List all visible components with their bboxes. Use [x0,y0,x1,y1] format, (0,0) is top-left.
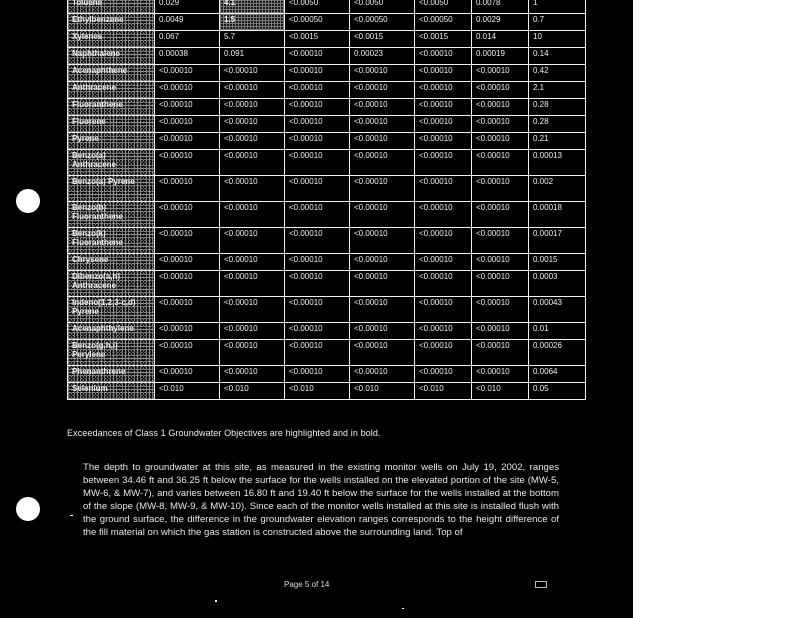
binder-hole [16,497,40,521]
value-cell: <0.00010 [472,323,529,340]
objective-cell: 0.21 [529,133,586,150]
value-cell: 0.067 [155,31,220,48]
objective-cell: 0.0015 [529,254,586,271]
objective-cell: 0.00026 [529,340,586,366]
value-cell: <0.00010 [350,99,415,116]
value-cell: <0.00010 [285,176,350,202]
value-cell: <0.00010 [350,82,415,99]
value-cell: <0.00010 [155,254,220,271]
table-row [68,48,586,65]
value-cell: <0.010 [220,383,285,400]
value-cell: <0.00010 [220,176,285,202]
value-cell: <0.00010 [472,82,529,99]
value-cell: <0.00010 [155,176,220,202]
value-cell: <0.00010 [220,254,285,271]
parameter-name: Chrysene [68,254,155,271]
value-cell: <0.00010 [155,133,220,150]
value-cell: <0.00010 [285,271,350,297]
value-cell: <0.00010 [285,297,350,323]
parameter-name: Toluene [68,0,155,14]
table-row [68,31,586,48]
table-row [68,323,586,340]
value-cell: <0.0015 [285,31,350,48]
value-cell: <0.00010 [350,202,415,228]
value-cell: <0.00010 [220,150,285,176]
parameter-name: Naphthalene [68,48,155,65]
table-row [68,14,586,31]
value-cell: <0.00010 [415,271,472,297]
scan-speck [215,600,217,602]
value-cell: <0.00010 [472,99,529,116]
value-cell: <0.00010 [155,116,220,133]
value-cell: <0.00010 [350,271,415,297]
value-cell: <0.00010 [415,202,472,228]
scan-speck [402,608,404,609]
value-cell: <0.00010 [155,150,220,176]
objective-cell: 1 [529,0,586,14]
value-cell: <0.00010 [285,133,350,150]
value-cell: 0.00038 [155,48,220,65]
parameter-name: Dibenzo(a,h) Anthracene [68,271,155,297]
value-cell: <0.00010 [285,366,350,383]
value-cell: 4.1 [220,0,285,14]
body-paragraph: The depth to groundwater at this site, as measured in the existing monitor wells on July 19, 2002, ranges between 34.46 ft and 36.25 ft below the surface for the wells installed on the elevated portion of the site (MW-5, MW-6, & MW-7), and varies between 16.80 ft and 19.40 ft below the surface for the wells installed at the bottom of the slope (MW-8, MW-9, & MW-10). Since each of the monitor wells installed at this site is installed flush with the ground surface, the difference in the groundwater elevation ranges corresponds to the height difference of the fill material on which the gas station is constructed above the surrounding land. Top of [83,462,559,538]
table-row [68,82,586,99]
value-cell: <0.00010 [415,133,472,150]
value-cell: <0.00010 [415,65,472,82]
value-cell: <0.00010 [220,65,285,82]
value-cell: <0.010 [285,383,350,400]
value-cell: 0.0029 [472,14,529,31]
value-cell: <0.00010 [350,150,415,176]
value-cell: <0.00010 [285,340,350,366]
value-cell: <0.00010 [285,254,350,271]
document-mark [535,581,547,588]
table-row [68,366,586,383]
value-cell: <0.00010 [350,366,415,383]
parameter-name: Fluorene [68,116,155,133]
value-cell: <0.0050 [415,0,472,14]
value-cell: <0.00010 [220,82,285,99]
value-cell: 1.5 [220,14,285,31]
value-cell: <0.00010 [415,297,472,323]
value-cell: <0.00010 [350,228,415,254]
scan-speck [70,515,73,516]
value-cell: <0.0050 [285,0,350,14]
binder-hole [16,189,40,213]
value-cell: 0.0049 [155,14,220,31]
value-cell: <0.00010 [350,297,415,323]
parameter-name: Benzo(k) Fluoranthene [68,228,155,254]
value-cell: <0.00010 [285,323,350,340]
value-cell: <0.00010 [285,116,350,133]
parameter-name: Benzo(a) Anthracene [68,150,155,176]
value-cell: <0.00010 [155,228,220,254]
table-row [68,340,586,366]
objective-cell: 10 [529,31,586,48]
parameter-name: Phenanthrene [68,366,155,383]
value-cell: <0.00010 [472,366,529,383]
value-cell: <0.00010 [472,271,529,297]
parameter-name: Ethylbenzene [68,14,155,31]
analytical-results-table [67,0,586,400]
value-cell: <0.00010 [220,297,285,323]
objective-cell: 0.00013 [529,150,586,176]
objective-cell: 0.05 [529,383,586,400]
value-cell: <0.00010 [155,271,220,297]
objective-cell: 0.28 [529,116,586,133]
value-cell: <0.00050 [415,14,472,31]
value-cell: <0.00010 [415,116,472,133]
value-cell: <0.00010 [415,82,472,99]
value-cell: <0.00010 [155,297,220,323]
table-row [68,297,586,323]
parameter-name: Selenium [68,383,155,400]
value-cell: <0.010 [155,383,220,400]
parameter-name: Benzo(a) Pyrene [68,176,155,202]
objective-cell: 0.28 [529,99,586,116]
value-cell: <0.00010 [220,202,285,228]
table-row [68,254,586,271]
value-cell: <0.00010 [415,150,472,176]
table-row [68,133,586,150]
value-cell: <0.00010 [415,99,472,116]
value-cell: <0.010 [415,383,472,400]
value-cell: <0.00010 [285,228,350,254]
value-cell: <0.00050 [350,14,415,31]
value-cell: <0.00010 [220,133,285,150]
table-row [68,271,586,297]
objective-cell: 0.0003 [529,271,586,297]
value-cell: <0.00010 [285,150,350,176]
value-cell: 0.00023 [350,48,415,65]
table-row [68,0,586,14]
value-cell: <0.00010 [472,254,529,271]
value-cell: <0.00010 [472,297,529,323]
value-cell: 0.00019 [472,48,529,65]
value-cell: <0.00010 [220,340,285,366]
value-cell: <0.00010 [285,99,350,116]
table-row [68,176,586,202]
value-cell: <0.0050 [350,0,415,14]
value-cell: <0.00010 [155,99,220,116]
value-cell: <0.00010 [472,116,529,133]
parameter-name: Pyrene [68,133,155,150]
objective-cell: 0.00017 [529,228,586,254]
parameter-name: Xylenes [68,31,155,48]
value-cell: <0.00010 [415,176,472,202]
value-cell: <0.00050 [285,14,350,31]
value-cell: <0.00010 [350,254,415,271]
value-cell: <0.00010 [155,340,220,366]
value-cell: <0.00010 [415,48,472,65]
value-cell: <0.00010 [285,82,350,99]
page-number: Page 5 of 14 [284,580,330,589]
table-row [68,116,586,133]
value-cell: <0.00010 [220,271,285,297]
value-cell: <0.00010 [472,340,529,366]
table-row [68,99,586,116]
parameter-name: Anthracene [68,82,155,99]
parameter-name: Benzo(b) Fluoranthene [68,202,155,228]
value-cell: <0.00010 [220,99,285,116]
value-cell: <0.00010 [285,65,350,82]
objective-cell: 2.1 [529,82,586,99]
value-cell: <0.00010 [220,366,285,383]
table-row [68,150,586,176]
value-cell: <0.00010 [472,176,529,202]
value-cell: <0.010 [350,383,415,400]
value-cell: <0.010 [472,383,529,400]
parameter-name: Fluoranthene [68,99,155,116]
value-cell: <0.00010 [350,133,415,150]
value-cell: <0.00010 [472,228,529,254]
value-cell: <0.00010 [155,323,220,340]
value-cell: <0.00010 [220,323,285,340]
objective-cell: 0.002 [529,176,586,202]
value-cell: <0.00010 [415,366,472,383]
objective-cell: 0.7 [529,14,586,31]
value-cell: <0.00010 [285,202,350,228]
objective-cell: 0.00043 [529,297,586,323]
objective-cell: 0.00018 [529,202,586,228]
value-cell: <0.00010 [350,323,415,340]
objective-cell: 0.14 [529,48,586,65]
objective-cell: 0.01 [529,323,586,340]
objective-cell: 0.42 [529,65,586,82]
table-row [68,202,586,228]
value-cell: <0.00010 [350,116,415,133]
value-cell: <0.00010 [155,82,220,99]
objective-cell: 0.0064 [529,366,586,383]
value-cell: <0.00010 [472,133,529,150]
value-cell: 0.0078 [472,0,529,14]
parameter-name: Benzo(g,h,i) Perylene [68,340,155,366]
value-cell: <0.00010 [472,65,529,82]
value-cell: <0.00010 [285,48,350,65]
value-cell: <0.00010 [220,228,285,254]
value-cell: 0.014 [472,31,529,48]
value-cell: <0.00010 [155,65,220,82]
value-cell: <0.0015 [350,31,415,48]
value-cell: <0.00010 [472,150,529,176]
value-cell: <0.00010 [415,340,472,366]
table-row [68,383,586,400]
parameter-name: Acenaphthylene [68,323,155,340]
value-cell: <0.00010 [415,228,472,254]
value-cell: 5.7 [220,31,285,48]
parameter-name: Acenaphthene [68,65,155,82]
table-row [68,228,586,254]
table-row [68,65,586,82]
value-cell: <0.00010 [220,116,285,133]
value-cell: 0.091 [220,48,285,65]
value-cell: <0.00010 [415,323,472,340]
value-cell: <0.00010 [415,254,472,271]
value-cell: 0.029 [155,0,220,14]
value-cell: <0.0015 [415,31,472,48]
parameter-name: Indeno(1,2,3-c,d) Pyrene [68,297,155,323]
value-cell: <0.00010 [155,366,220,383]
value-cell: <0.00010 [350,176,415,202]
value-cell: <0.00010 [472,202,529,228]
table-footnote: Exceedances of Class 1 Groundwater Objectives are highlighted and in bold. [67,428,381,438]
value-cell: <0.00010 [155,202,220,228]
value-cell: <0.00010 [350,65,415,82]
value-cell: <0.00010 [350,340,415,366]
